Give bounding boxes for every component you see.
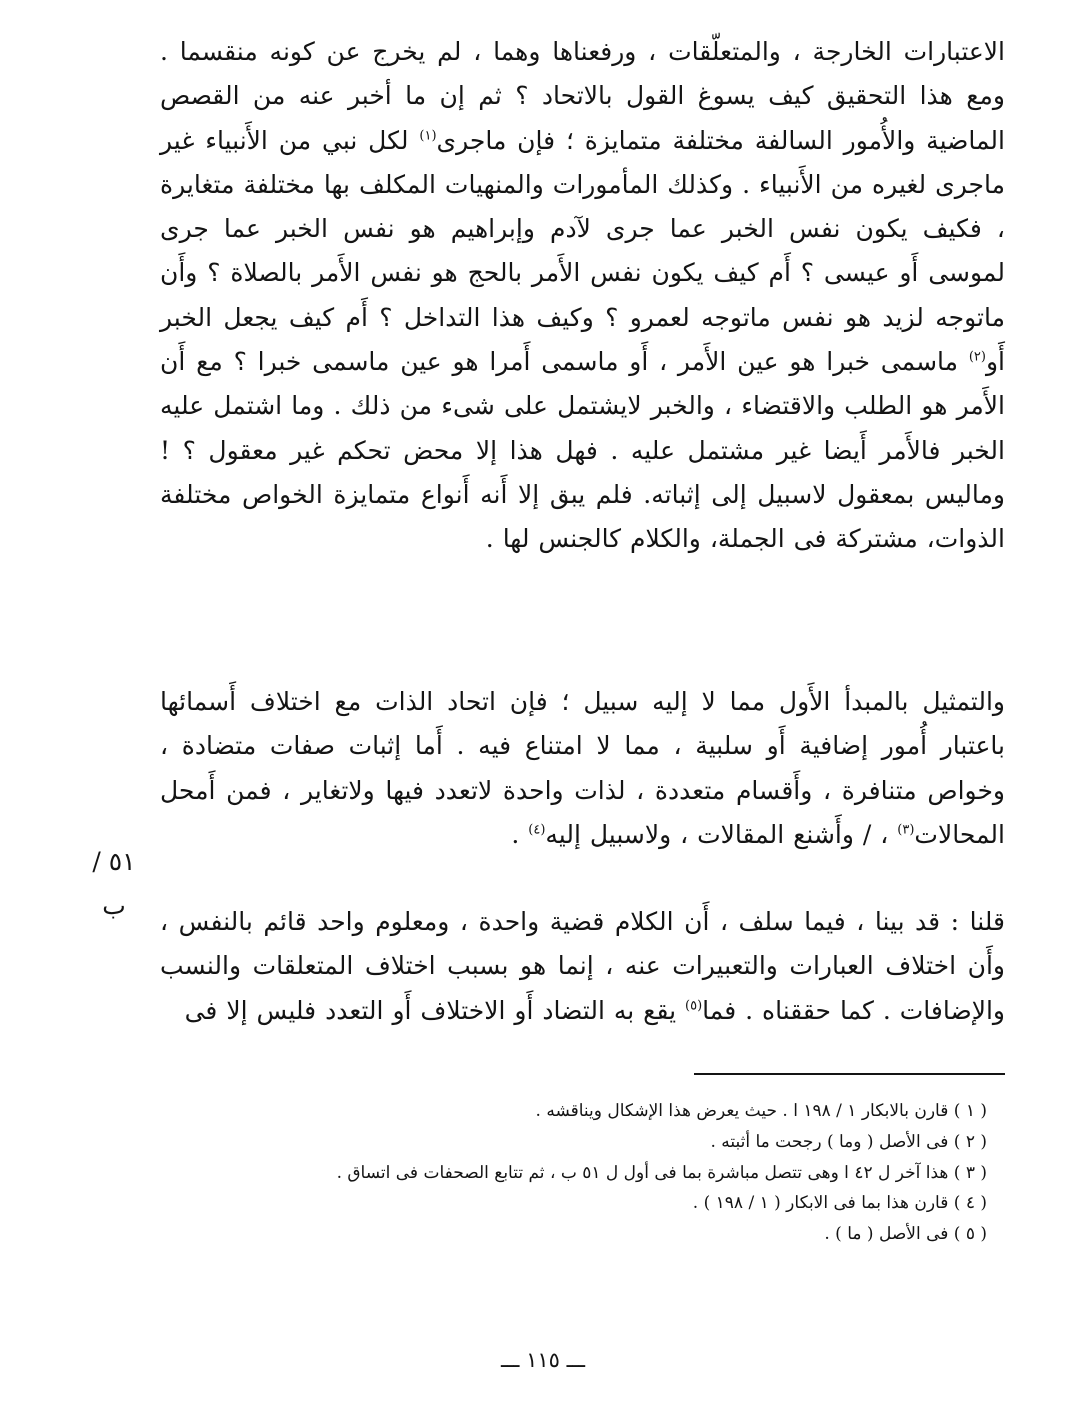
paragraph-3-text-b: يقع به التضاد أَو الاختلاف أَو التعدد فليس إلا فى bbox=[184, 995, 685, 1025]
paragraph-2-text-c: . bbox=[511, 819, 529, 849]
footnote-2: ( ٢ ) فى الأصل ( وما ) رجحت ما أثبته . bbox=[710, 1131, 987, 1152]
page-number: ـــ ١١٥ ـــ bbox=[500, 1348, 586, 1372]
footnote-ref-2: (٢) bbox=[968, 349, 986, 365]
paragraph-1-text-b: لكل نبي من الأَنبياء غير ماجرى لغيره من الأَنبياء . وكذلك المأمورات والمنهيات المكلف بها مختلفة متغايرة ، فكيف يكون نفس الخبر عما جرى لآدم وإبراهيم هو نفس الخبر عما جرى لموسى أَو عيسى ؟ أَم كيف يكون نفس الأَمر بالحج هو نفس الأَمر بالصلاة ؟ وأَن ماتوجه لزيد هو نفس ماتوجه لعمرو ؟ وكيف هذا التداخل ؟ أَم كيف يجعل الخبر أَو bbox=[160, 125, 1005, 377]
paragraph-2-text-a: والتمثيل بالمبدأ الأَول مما لا إليه سبيل ؛ فإن اتحاد الذات مع اختلاف أَسمائها باعتبار أُمور إضافية أَو سلبية ، مما لا امتناع فيه . أَما إثبات صفات متضادة ، وخواص متنافرة ، وأَقسام متعددة ، لذات واحدة لاتعدد فيها ولاتغاير ، فمن أَمحل المحالات bbox=[160, 687, 1005, 849]
paragraph-3-text-a: قلنا : قد بينا ، فيما سلف ، أَن الكلام قضية واحدة ، ومعلوم واحد قائم بالنفس ، وأَن اختلاف العبارات والتعبيرات عنه ، إنما هو بسبب اختلاف المتعلقات والنسب والإضافات . كما حققناه . فما bbox=[160, 907, 1005, 1025]
paragraph-3 bbox=[160, 900, 1005, 1033]
footnote-separator bbox=[694, 1073, 1005, 1075]
footnote-1: ( ١ ) قارن بالابكار ١ / ١٩٨ ا . حيث يعرض هذا الإشكال ويناقشه . bbox=[535, 1101, 987, 1121]
footnotes bbox=[200, 1096, 987, 1250]
paragraph-1-text-c: ماسمى خبرا هو عين الأَمر ، أَو ماسمى أَمرا هو عين ماسمى خبرا ؟ مع أَن الأَمر هو الطلب والاقتضاء ، والخبر لايشتمل على شىء من ذلك . وما اشتمل عليه الخبر فالأَمر أَيضا غير مشتمل عليه . فهل هذا إلا محض تحكم غير معقول ؟ ! وماليس بمعقول لاسبيل إلى إثباته. فلم يبق إلا أَنه أَنواع متمايزة الخواص مختلفة الذوات، مشتركة فى الجملة، والكلام كالجنس لها . bbox=[160, 347, 1005, 554]
paragraph-1 bbox=[160, 30, 1005, 562]
footnote-ref-4: (٤) bbox=[528, 822, 546, 838]
paragraph-2 bbox=[160, 680, 1005, 857]
footnote-ref-1: (١) bbox=[419, 128, 437, 144]
footnote-4: ( ٤ ) قارن هذا بما فى الابكار ( ١ / ١٩٨ ) . bbox=[692, 1193, 987, 1214]
footnote-ref-5: (٥) bbox=[685, 998, 703, 1014]
footnote-ref-3: (٣) bbox=[897, 822, 915, 838]
folio-margin-note: ٥١ / ب bbox=[92, 847, 136, 920]
footnote-3: ( ٣ ) هذا آخر ل ٤٢ ا وهى تتصل مباشرة بما فى أول ل ٥١ ب ، ثم تتابع الصحفات فى اتساق . bbox=[336, 1162, 987, 1183]
paragraph-1-text-a: الاعتبارات الخارجة ، والمتعلّقات ، ورفعناها وهما ، لم يخرج عن كونه منقسما . ومع هذا التحقيق كيف يسوغ القول بالاتحاد ؟ ثم إن ما أخبر عنه من القصص الماضية والأُمور السالفة مختلفة متمايزة ؛ فإن ماجرى bbox=[160, 37, 1005, 155]
paragraph-2-text-b: ، / وأَشنع المقالات ، ولاسبيل إليه bbox=[545, 819, 898, 849]
footnote-5: ( ٥ ) فى الأصل ( ما ) . bbox=[824, 1224, 987, 1245]
